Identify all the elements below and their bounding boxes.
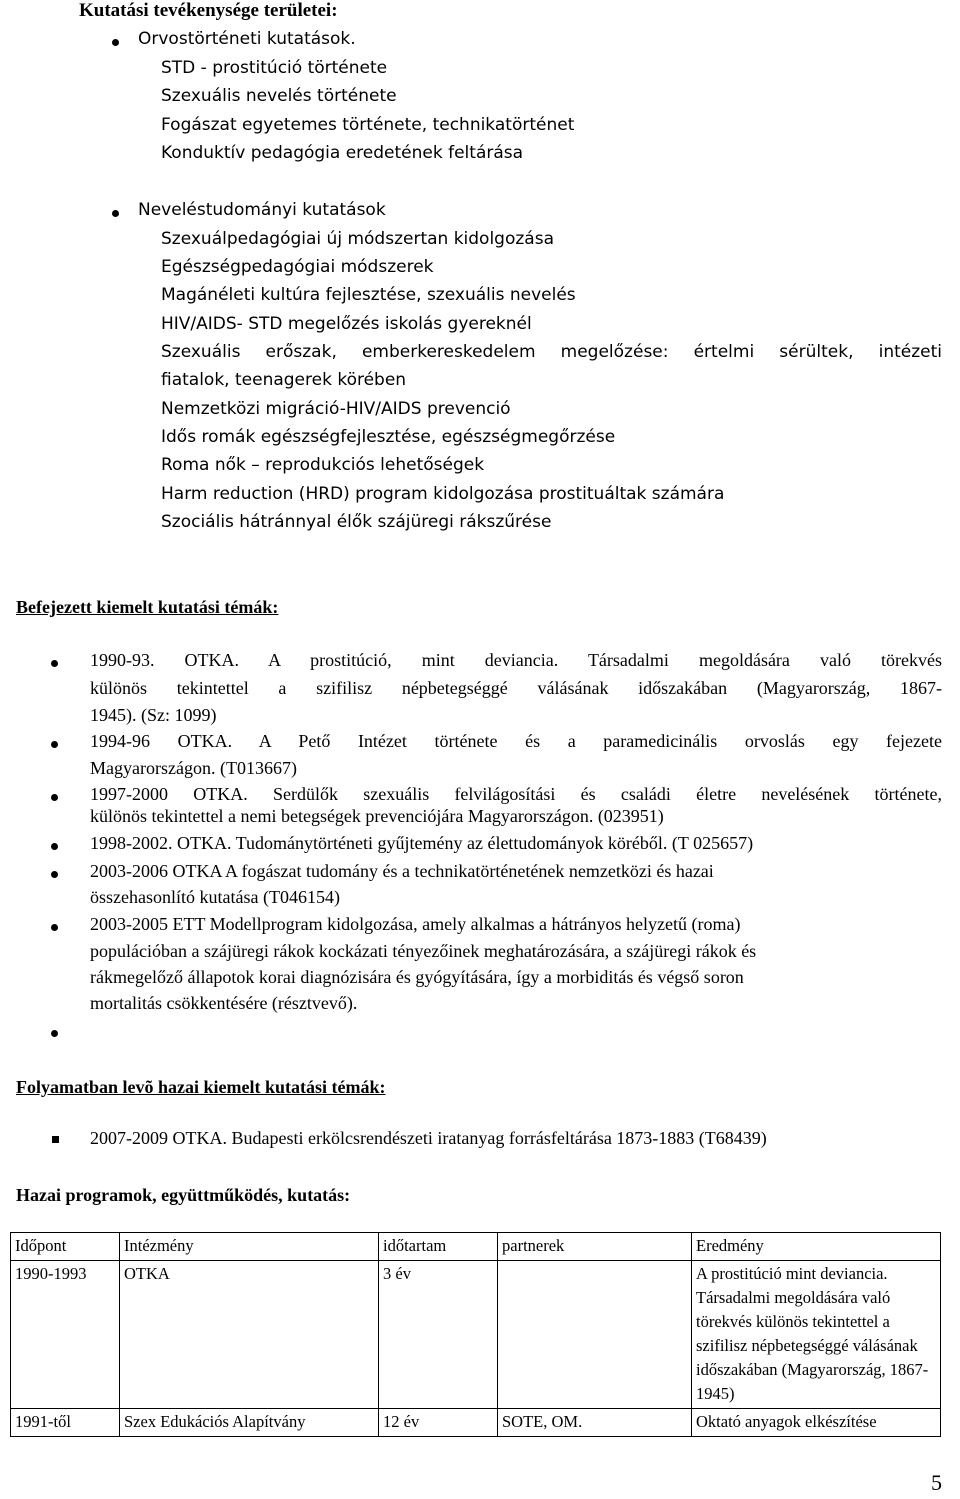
programs-table (10, 1232, 941, 1437)
completed-item-line: különös tekintettel a nemi betegségek prevenciójára Magyarországon. (023951) (90, 806, 664, 826)
completed-item-line: összehasonlító kutatása (T046154) (90, 887, 340, 907)
completed-item-line: 2003-2006 OTKA A fogászat tudomány és a technikatörténetének nemzetközi és hazai (90, 861, 714, 881)
table-header-cell: időtartam (379, 1233, 498, 1261)
research-area-title: Neveléstudományi kutatások (138, 200, 386, 220)
table-cell: A prostitúció mint deviancia. Társadalmi megoldására való törekvés különös tekintettel a szifilisz népbetegséggé válásának időszakában (Magyarország, 1867-1945) (692, 1261, 941, 1409)
completed-item-line: populációban a szájüregi rákok kockázati tényezőinek meghatározására, a szájüregi rákok és (90, 941, 757, 961)
table-cell: OTKA (120, 1261, 379, 1409)
table-cell: 3 év (379, 1261, 498, 1409)
list-item: Fogászat egyetemes története, technikatörténet (161, 115, 575, 135)
completed-item-line: különös tekintettel a szifilisz népbetegséggé válásának időszakában (Magyarország, 1867- (90, 678, 942, 698)
square-bullet-icon (52, 1136, 59, 1143)
table-header-cell: Eredmény (692, 1233, 941, 1261)
list-item: HIV/AIDS- STD megelőzés iskolás gyereknél (161, 314, 532, 334)
completed-item-line: 1945). (Sz: 1099) (90, 705, 217, 725)
list-item: Szociális hátránnyal élők szájüregi rákszűrése (161, 512, 552, 532)
table-cell: SOTE, OM. (498, 1409, 692, 1437)
list-item: Nemzetközi migráció-HIV/AIDS prevenció (161, 399, 511, 419)
table-cell: Oktató anyagok elkészítése (692, 1409, 941, 1437)
research-area-title: Orvostörténeti kutatások. (138, 29, 356, 49)
completed-item-line: mortalitás csökkentésére (résztvevő). (90, 993, 358, 1013)
bullet-icon (51, 794, 58, 801)
completed-item-line: 1994-96 OTKA. A Pető Intézet története és a paramedicinális orvoslás egy fejezete (90, 731, 942, 751)
table-row (11, 1409, 941, 1437)
bullet-icon (51, 660, 58, 667)
programs-heading: Hazai programok, együttműködés, kutatás: (16, 1185, 351, 1205)
bullet-icon (112, 210, 119, 217)
ongoing-topics-heading: Folyamatban levõ hazai kiemelt kutatási témák: (16, 1077, 386, 1097)
bullet-icon (51, 843, 58, 850)
list-item: Idős romák egészségfejlesztése, egészségmegőrzése (161, 427, 616, 447)
table-header-cell: Időpont (11, 1233, 120, 1261)
table-header-cell: Intézmény (120, 1233, 379, 1261)
table-header-row (11, 1233, 941, 1261)
completed-item-line: rákmegelőző állapotok korai diagnózisára és gyógyítására, így a morbiditás és végső soron (90, 967, 744, 987)
table-cell: Szex Edukációs Alapítvány (120, 1409, 379, 1437)
completed-topics-heading: Befejezett kiemelt kutatási témák: (16, 597, 279, 617)
bullet-icon (112, 39, 119, 46)
completed-item-line: Magyarországon. (T013667) (90, 758, 297, 778)
completed-item-line: 1998-2002. OTKA. Tudománytörténeti gyűjtemény az élettudományok köréből. (T 025657) (90, 833, 754, 853)
table-row (11, 1261, 941, 1409)
list-item: STD - prostitúció története (161, 58, 388, 78)
table-cell: 1990-1993 (11, 1261, 120, 1409)
list-item: Egészségpedagógiai módszerek (161, 257, 434, 277)
bullet-icon (51, 1030, 58, 1037)
completed-item-line: 1990-93. OTKA. A prostitúció, mint deviancia. Társadalmi megoldására való törekvés (90, 650, 942, 670)
table-cell: 12 év (379, 1409, 498, 1437)
page-number: 5 (931, 1470, 942, 1495)
list-item: Roma nők – reprodukciós lehetőségek (161, 455, 485, 475)
bullet-icon (51, 871, 58, 878)
list-item: Magánéleti kultúra fejlesztése, szexuális nevelés (161, 285, 576, 305)
list-item: Konduktív pedagógia eredetének feltárása (161, 143, 524, 163)
completed-item-line: 1997-2000 OTKA. Serdülők szexuális felvilágosítási és családi életre nevelésének története, (90, 784, 942, 804)
list-item: Szexuálpedagógiai új módszertan kidolgozása (161, 229, 554, 249)
table-cell (498, 1261, 692, 1409)
table-cell: 1991-től (11, 1409, 120, 1437)
list-item: Harm reduction (HRD) program kidolgozása prostituáltak számára (161, 484, 725, 504)
list-item: Szexuális nevelés története (161, 86, 397, 106)
bullet-icon (51, 924, 58, 931)
table-header-cell: partnerek (498, 1233, 692, 1261)
list-item: Szexuális erőszak, emberkereskedelem megelőzése: értelmi sérültek, intézeti (161, 342, 942, 362)
section-heading: Kutatási tevékenysége területei: (79, 0, 338, 21)
bullet-icon (51, 741, 58, 748)
completed-item-line: 2003-2005 ETT Modellprogram kidolgozása, amely alkalmas a hátrányos helyzetű (roma) (90, 914, 741, 934)
list-item: fiatalok, teenagerek körében (161, 370, 407, 390)
ongoing-item: 2007-2009 OTKA. Budapesti erkölcsrendészeti iratanyag forrásfeltárása 1873-1883 (T68439) (90, 1128, 767, 1148)
